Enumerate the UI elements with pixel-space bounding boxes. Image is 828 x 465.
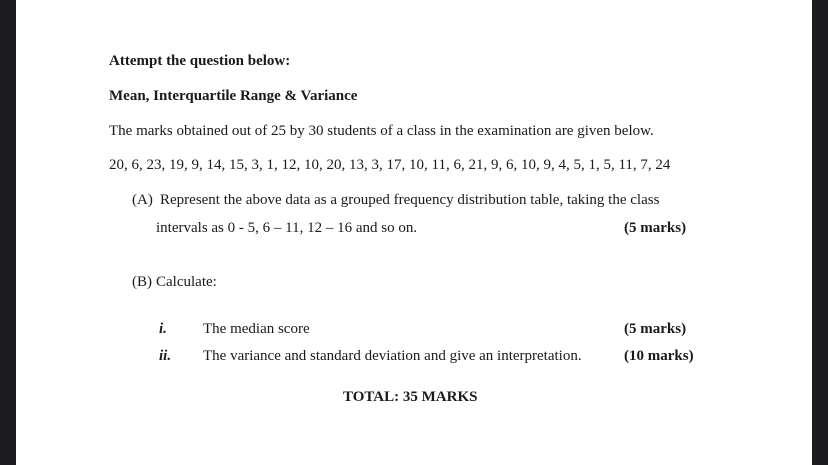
item-i-numeral: i. (159, 321, 167, 337)
document-page (16, 0, 812, 465)
part-a-line1: Represent the above data as a grouped frequency distribution table, taking the class (160, 192, 660, 208)
part-a-label: (A) (132, 192, 153, 208)
item-i-marks: (5 marks) (624, 321, 687, 337)
part-a-line2: intervals as 0 - 5, 6 – 11, 12 – 16 and so on. (156, 220, 418, 236)
part-b-label: (B) (132, 274, 152, 290)
intro-text: The marks obtained out of 25 by 30 students of a class in the examination are given below. (109, 123, 654, 139)
item-i-text: The median score (203, 321, 310, 337)
data-values: 20, 6, 23, 19, 9, 14, 15, 3, 1, 12, 10, 20, 13, 3, 17, 10, 11, 6, 21, 9, 6, 10, 9, 4, 5, 1, 5, 11, 7, 24 (109, 157, 671, 173)
section-title: Mean, Interquartile Range & Variance (109, 88, 358, 104)
item-ii-numeral: ii. (159, 348, 172, 364)
instruction: Attempt the question below: (109, 53, 291, 69)
item-ii-marks: (10 marks) (624, 348, 694, 364)
part-b-text: Calculate: (156, 274, 217, 290)
total-marks: TOTAL: 35 MARKS (343, 389, 478, 405)
item-ii-text: The variance and standard deviation and give an interpretation. (203, 348, 582, 364)
part-a-marks: (5 marks) (624, 220, 687, 236)
